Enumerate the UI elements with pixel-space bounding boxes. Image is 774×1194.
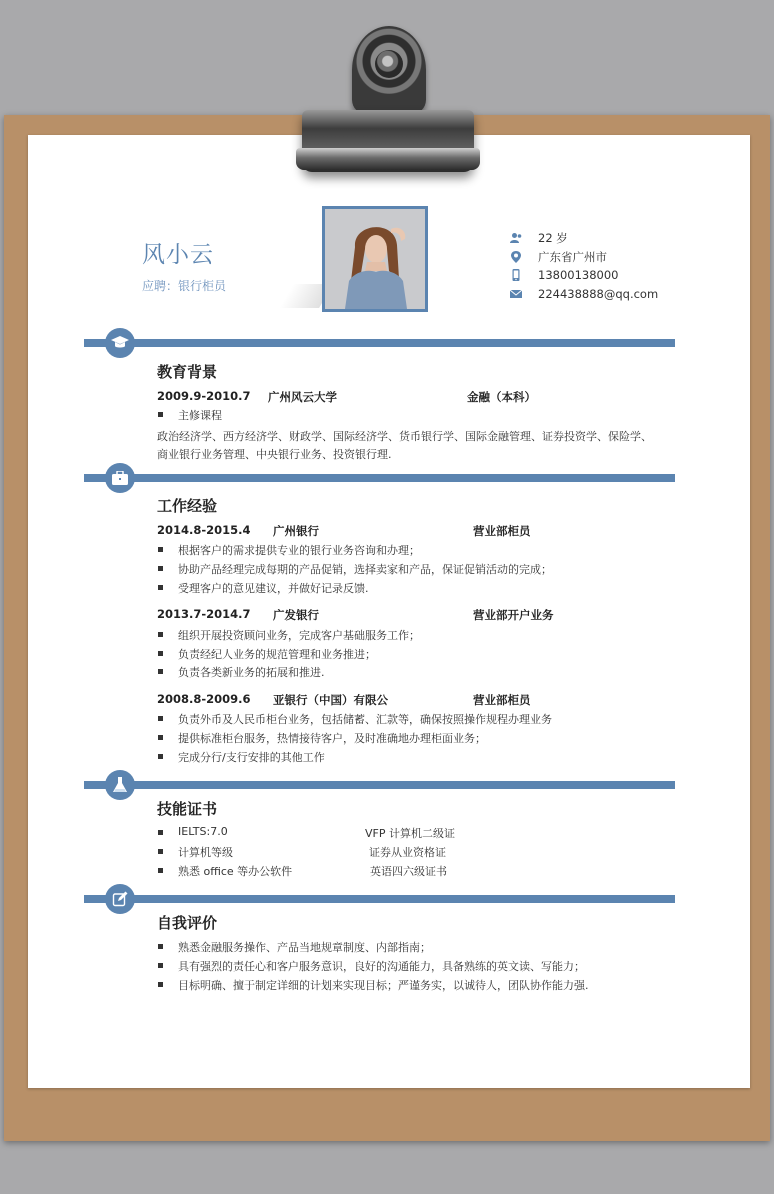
phone-text: 13800138000 [538,268,619,282]
job-item: 根据客户的需求提供专业的银行业务咨询和办理； [178,544,420,557]
flask-icon [105,770,135,800]
section-title-self: 自我评价 [157,914,218,932]
bullet [158,830,163,835]
job-period: 2014.8-2015.4 [157,523,251,537]
info-location [510,249,607,265]
job-item: 受理客户的意见建议，并做好记录反馈. [178,582,369,595]
briefcase-icon [105,463,135,493]
bullet [158,982,163,987]
job-item: 完成分行/支行安排的其他工作 [178,751,325,764]
job-position: 营业部柜员 [473,693,531,707]
skill-item: IELTS:7.0 [178,825,228,838]
edu-school: 广州风云大学 [268,390,337,404]
courses-line: 政治经济学、西方经济学、财政学、国际经济学、货币银行学、国际金融管理、证券投资学、保险学、 [157,430,652,443]
skill-item: VFP 计算机二级证 [365,827,455,840]
skill-item: 英语四六级证书 [370,865,447,878]
phone-icon [510,269,522,281]
job-item: 负责外币及人民币柜台业务，包括储蓄、汇款等，确保按照操作规程办理业务 [178,713,552,726]
bullet [158,944,163,949]
info-phone [510,268,618,282]
course-label: 主修课程 [178,409,222,422]
clip-lip [296,148,480,170]
section-bar-work [84,474,675,482]
pencil-edit-icon [105,884,135,914]
section-bar-education [84,339,675,347]
skill-item: 计算机等级 [178,846,233,859]
skill-item: 证券从业资格证 [369,846,446,859]
bullet [158,412,163,417]
bullet [158,585,163,590]
bullet [158,566,163,571]
job-company: 广州银行 [273,524,319,538]
job-period: 2008.8-2009.6 [157,692,251,706]
bullet [158,735,163,740]
bullet [158,669,163,674]
user-icon [510,232,522,244]
job-item: 协助产品经理完成每期的产品促销，选择卖家和产品，保证促销活动的完成； [178,563,552,576]
job-position: 营业部开户业务 [473,608,554,622]
profile-photo [322,206,428,312]
edu-major: 金融（本科） [467,390,536,404]
clip-rivet [375,50,403,78]
info-email [510,287,658,301]
job-company: 亚银行（中国）有限公 [273,693,388,707]
bullet [158,651,163,656]
age-text: 22 岁 [538,231,568,245]
job-item: 组织开展投资顾问业务，完成客户基础服务工作； [178,629,420,642]
bullet [158,632,163,637]
job-item: 提供标准柜台服务，热情接待客户，及时准确地办理柜面业务； [178,732,486,745]
mail-icon [510,288,522,300]
location-pin-icon [510,251,522,263]
location-text: 广东省广州市 [538,250,607,264]
skill-item: 熟悉 office 等办公软件 [178,865,293,878]
self-item: 具有强烈的责任心和客户服务意识，良好的沟通能力，具备熟练的英文读、写能力； [178,960,585,973]
job-position: 营业部柜员 [473,524,531,538]
job-item: 负责经纪人业务的规范管理和业务推进； [178,648,376,661]
section-bar-skills [84,781,675,789]
job-target: 应聘：银行柜员 [142,279,227,293]
info-age [510,230,568,246]
self-item: 目标明确、擅于制定详细的计划来实现目标；严谨务实，以诚待人，团队协作能力强. [178,979,589,992]
section-title-work: 工作经验 [157,497,218,515]
email-text: 224438888@qq.com [538,287,659,301]
bullet [158,754,163,759]
edu-period: 2009.9-2010.7 [157,389,251,403]
section-title-skills: 技能证书 [157,800,218,818]
job-item: 负责各类新业务的拓展和推进. [178,666,325,679]
bullet [158,849,163,854]
self-item: 熟悉金融服务操作、产品当地规章制度、内部指南； [178,941,431,954]
bullet [158,547,163,552]
section-title-education: 教育背景 [157,363,218,381]
bullet [158,963,163,968]
job-company: 广发银行 [273,608,319,622]
candidate-name: 风小云 [142,242,214,268]
section-bar-self [84,895,675,903]
graduation-cap-icon [105,328,135,358]
bullet [158,868,163,873]
job-period: 2013.7-2014.7 [157,607,251,621]
courses-line: 商业银行业务管理、中央银行业务、投资银行理. [157,448,392,461]
bullet [158,716,163,721]
